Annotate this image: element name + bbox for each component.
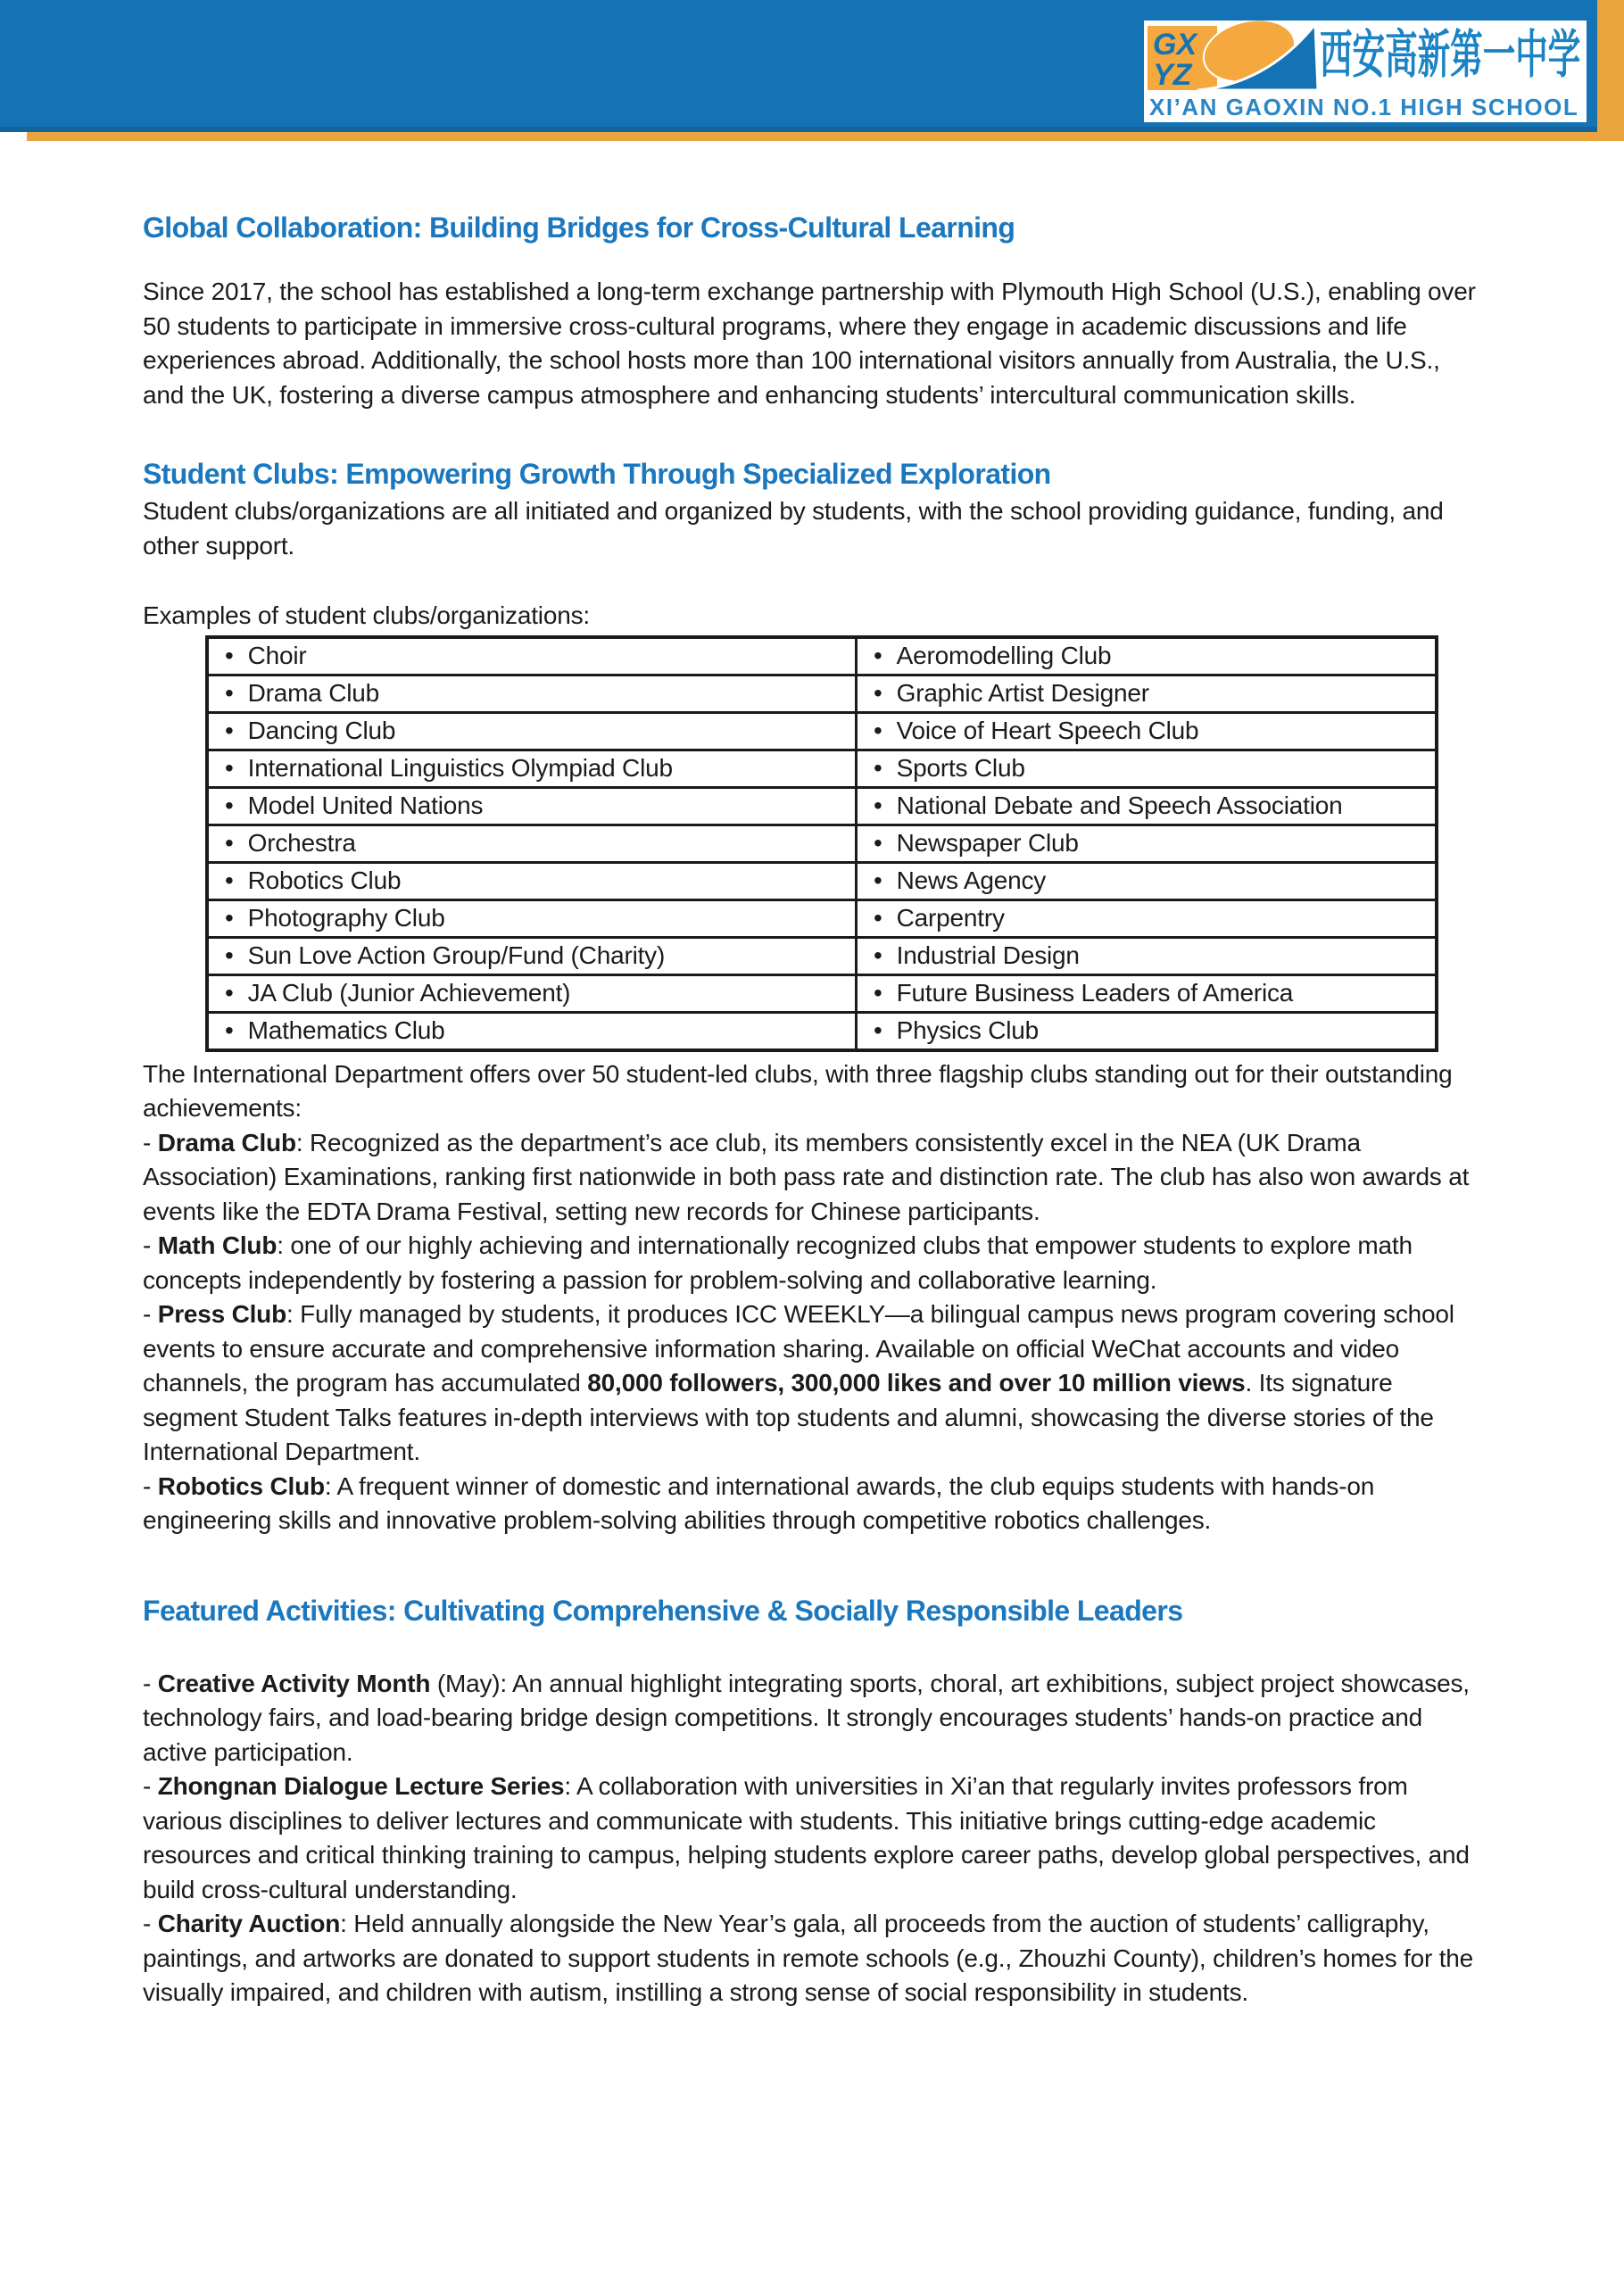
club-cell bbox=[857, 937, 1438, 974]
club-name: Newspaper Club bbox=[896, 829, 1079, 857]
svg-text:YZ: YZ bbox=[1153, 58, 1192, 92]
body-text: - bbox=[143, 1300, 158, 1328]
body-text: : A frequent winner of domestic and international awards, the club equips students with hands-on engineering skills and innovative problem-solving abilities through competitive robotics challenges. bbox=[143, 1471, 1375, 1534]
bullet-icon: • bbox=[874, 1016, 882, 1044]
club-cell bbox=[857, 974, 1438, 1012]
bullet-icon: • bbox=[225, 829, 234, 857]
bullet-icon: • bbox=[225, 792, 234, 819]
table-row bbox=[207, 675, 1437, 712]
paragraph bbox=[143, 1770, 1481, 1907]
body-text: - bbox=[143, 1772, 158, 1800]
bullet-icon: • bbox=[225, 679, 234, 707]
bold-text: Math Club bbox=[157, 1231, 278, 1259]
body-text: - bbox=[143, 1128, 158, 1156]
club-name: JA Club (Junior Achievement) bbox=[247, 979, 571, 1007]
table-row bbox=[207, 712, 1437, 750]
club-name: Future Business Leaders of America bbox=[896, 979, 1294, 1007]
section-heading: Featured Activities: Cultivating Comprehensive & Socially Responsible Leaders bbox=[143, 1594, 1183, 1627]
bullet-icon: • bbox=[225, 904, 234, 932]
paragraph bbox=[143, 494, 1481, 563]
bullet-icon: • bbox=[874, 941, 882, 969]
bullet-icon: • bbox=[874, 866, 882, 894]
school-logo bbox=[1144, 21, 1587, 122]
paragraph bbox=[143, 1907, 1481, 2010]
section-heading: Global Collaboration: Building Bridges for Cross-Cultural Learning bbox=[143, 211, 1015, 244]
bullet-icon: • bbox=[225, 941, 234, 969]
club-name: Aeromodelling Club bbox=[896, 642, 1112, 669]
club-cell bbox=[857, 899, 1438, 937]
body-text: : Recognized as the department’s ace club, its members consistently excel in the NEA (UK Drama Association) Examinations, ranking first nationwide in both pass rate and distinction rate. The club has also won awards at events like the EDTA Drama Festival, setting new records for Chinese participants. bbox=[143, 1128, 1470, 1225]
table-row bbox=[207, 974, 1437, 1012]
club-cell bbox=[857, 787, 1438, 825]
table-row bbox=[207, 862, 1437, 899]
club-name: News Agency bbox=[896, 866, 1047, 894]
table-row bbox=[207, 750, 1437, 787]
club-name: Photography Club bbox=[247, 904, 445, 932]
bold-text: Creative Activity Month bbox=[157, 1669, 431, 1697]
paragraph bbox=[143, 1126, 1481, 1230]
club-name: Dancing Club bbox=[247, 717, 396, 744]
body-text: - bbox=[143, 1471, 158, 1500]
bullet-icon: • bbox=[225, 754, 234, 782]
club-cell bbox=[207, 899, 857, 937]
club-name: Sun Love Action Group/Fund (Charity) bbox=[247, 941, 666, 969]
club-name: Voice of Heart Speech Club bbox=[896, 717, 1199, 744]
club-cell bbox=[207, 637, 857, 676]
bullet-icon: • bbox=[874, 979, 882, 1007]
club-name: Orchestra bbox=[247, 829, 356, 857]
document-body bbox=[143, 141, 1481, 2010]
body-text: - bbox=[143, 1231, 158, 1259]
club-name: Industrial Design bbox=[896, 941, 1080, 969]
bullet-icon: • bbox=[225, 866, 234, 894]
club-cell bbox=[207, 750, 857, 787]
bold-text: 80,000 followers, 300,000 likes and over 10 million views bbox=[587, 1369, 1246, 1397]
club-cell bbox=[207, 937, 857, 974]
bullet-icon: • bbox=[874, 904, 882, 932]
club-name: Carpentry bbox=[896, 904, 1005, 932]
body-text: Student clubs/organizations are all initiated and organized by students, with the school providing guidance, funding, and other support. bbox=[143, 497, 1444, 559]
club-cell bbox=[207, 712, 857, 750]
club-cell bbox=[207, 787, 857, 825]
body-text: Examples of student clubs/organizations: bbox=[143, 601, 590, 629]
club-cell bbox=[857, 750, 1438, 787]
bullet-icon: • bbox=[225, 642, 234, 669]
bullet-icon: • bbox=[874, 679, 882, 707]
header-underline bbox=[27, 132, 1597, 141]
school-name-chinese: 西安高新第一中学 bbox=[1320, 26, 1581, 84]
club-cell bbox=[857, 712, 1438, 750]
paragraph bbox=[143, 1667, 1481, 1770]
club-name: National Debate and Speech Association bbox=[896, 792, 1343, 819]
club-cell bbox=[857, 675, 1438, 712]
body-text: (May): An annual highlight integrating sports, choral, art exhibitions, subject project showcases, technology fairs, and load-bearing bridge design competitions. It strongly encourages students’ hands-on practice and active participation. bbox=[143, 1669, 1470, 1766]
bold-text: Charity Auction bbox=[157, 1910, 341, 1937]
club-cell bbox=[857, 862, 1438, 899]
body-text: : Fully managed by students, it produces ICC WEEKLY—a bilingual campus news program covering school events to ensure accurate and comprehensive information sharing. Available on official WeChat accounts and video channels, the program has accumulated bbox=[143, 1300, 1454, 1397]
bullet-icon: • bbox=[225, 717, 234, 744]
club-name: Sports Club bbox=[896, 754, 1025, 782]
section-heading: Student Clubs: Empowering Growth Through Specialized Exploration bbox=[143, 458, 1051, 490]
club-cell bbox=[857, 637, 1438, 676]
paragraph bbox=[143, 599, 1481, 634]
bold-text: Drama Club bbox=[157, 1128, 296, 1156]
club-name: Model United Nations bbox=[247, 792, 484, 819]
paragraph bbox=[143, 1229, 1481, 1297]
paragraph bbox=[143, 275, 1481, 412]
table-row bbox=[207, 825, 1437, 862]
bold-text: Press Club bbox=[157, 1300, 286, 1328]
bullet-icon: • bbox=[874, 754, 882, 782]
bullet-icon: • bbox=[225, 979, 234, 1007]
table-row bbox=[207, 787, 1437, 825]
club-name: Physics Club bbox=[896, 1016, 1040, 1044]
body-text: - bbox=[143, 1669, 158, 1697]
club-cell bbox=[857, 825, 1438, 862]
table-row bbox=[207, 899, 1437, 937]
bullet-icon: • bbox=[874, 829, 882, 857]
club-name: Drama Club bbox=[247, 679, 379, 707]
svg-text:GX: GX bbox=[1153, 28, 1197, 62]
club-cell bbox=[207, 1012, 857, 1050]
club-cell bbox=[207, 825, 857, 862]
club-name: Graphic Artist Designer bbox=[896, 679, 1149, 707]
body-text: Since 2017, the school has established a long-term exchange partnership with Plymouth High School (U.S.), enabling over 50 students to participate in immersive cross-cultural programs, where they engage in academic discussions and life experiences abroad. Additionally, the school hosts more than 100 international visitors annually from Australia, the U.S., and the UK, fostering a diverse campus atmosphere and enhancing students’ intercultural communication skills. bbox=[143, 278, 1476, 409]
paragraph bbox=[143, 1057, 1481, 1126]
bullet-icon: • bbox=[225, 1016, 234, 1044]
clubs-table bbox=[205, 635, 1438, 1052]
school-name-english: XI’AN GAOXIN NO.1 HIGH SCHOOL bbox=[1149, 94, 1579, 120]
bullet-icon: • bbox=[874, 792, 882, 819]
school-emblem-icon bbox=[1146, 21, 1321, 92]
body-text: : Held annually alongside the New Year’s gala, all proceeds from the auction of students’ calligraphy, paintings, and artworks are donated to support students in remote schools (e.g., Zhouzhi County), children’s homes for the visually impaired, and children with autism, instilling a strong sense of social responsibility in students. bbox=[143, 1910, 1474, 2006]
header-accent-strip bbox=[1597, 0, 1624, 141]
bold-text: Robotics Club bbox=[157, 1471, 325, 1500]
body-text: The International Department offers over 50 student-led clubs, with three flagship clubs standing out for their outstanding achievements: bbox=[143, 1059, 1453, 1122]
club-cell bbox=[857, 1012, 1438, 1050]
club-name: Mathematics Club bbox=[247, 1016, 445, 1044]
body-text: - bbox=[143, 1910, 158, 1937]
club-cell bbox=[207, 675, 857, 712]
club-cell bbox=[207, 974, 857, 1012]
paragraph bbox=[143, 1297, 1481, 1470]
body-text: . Its signature segment Student Talks features in-depth interviews with top students and alumni, showcasing the diverse stories of the International Department. bbox=[143, 1369, 1434, 1465]
body-text: : A collaboration with universities in Xi’an that regularly invites professors from various disciplines to deliver lectures and communicate with students. This initiative brings cutting-edge academic resources and critical thinking training to campus, helping students explore career paths, develop global perspectives, and build cross-cultural understanding. bbox=[143, 1772, 1470, 1903]
body-text: : one of our highly achieving and internationally recognized clubs that empower students to explore math concepts independently by fostering a passion for problem-solving and collaborative learning. bbox=[143, 1231, 1413, 1294]
table-row bbox=[207, 1012, 1437, 1050]
bold-text: Zhongnan Dialogue Lecture Series bbox=[157, 1772, 565, 1800]
club-name: Robotics Club bbox=[247, 866, 402, 894]
bullet-icon: • bbox=[874, 642, 882, 669]
club-name: Choir bbox=[247, 642, 307, 669]
bullet-icon: • bbox=[874, 717, 882, 744]
table-row bbox=[207, 637, 1437, 676]
table-row bbox=[207, 937, 1437, 974]
club-cell bbox=[207, 862, 857, 899]
paragraph bbox=[143, 1470, 1481, 1538]
club-name: International Linguistics Olympiad Club bbox=[247, 754, 673, 782]
